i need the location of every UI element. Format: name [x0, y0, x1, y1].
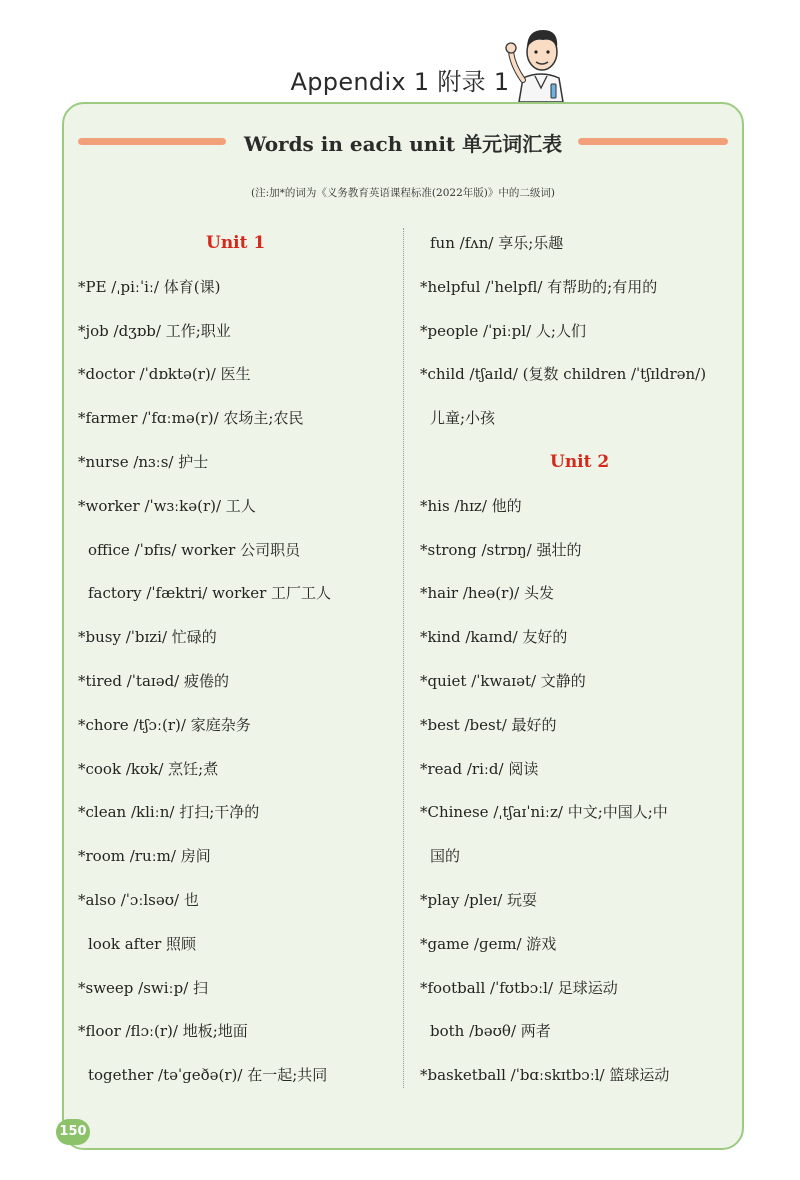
right-column: [420, 222, 740, 1098]
vocabulary-entry: look after 照顾: [88, 934, 197, 953]
footnote-note: (注:加*的词为《义务教育英语课程标准(2022年版)》中的二级词): [251, 187, 555, 199]
vocabulary-entry: *room /ruːm/ 房间: [78, 847, 211, 866]
vocabulary-entry: *clean /kliːn/ 打扫;干净的: [78, 803, 260, 822]
vocabulary-entry: together /təˈɡeðə(r)/ 在一起;共同: [88, 1066, 328, 1085]
vocabulary-entry: *game /ɡeɪm/ 游戏: [420, 934, 557, 953]
vocabulary-entry: *busy /ˈbɪzi/ 忙碌的: [78, 628, 217, 647]
vocabulary-entry: *football /ˈfʊtbɔːl/ 足球运动: [420, 978, 618, 997]
vocabulary-entry: *child /tʃaɪld/ (复数 children /ˈtʃɪldrən/): [420, 365, 707, 384]
vocabulary-entry: *play /pleɪ/ 玩耍: [420, 890, 538, 909]
vocabulary-entry: *farmer /ˈfɑːmə(r)/ 农场主;农民: [78, 409, 304, 428]
vocabulary-entry: *best /best/ 最好的: [420, 715, 557, 734]
column-divider: [403, 228, 404, 1088]
vocabulary-entry: *people /ˈpiːpl/ 人;人们: [420, 321, 586, 340]
vocabulary-entry: *kind /kaɪnd/ 友好的: [420, 628, 568, 647]
vocabulary-entry: *floor /flɔː(r)/ 地板;地面: [78, 1022, 248, 1041]
section-title: Words in each unit 单元词汇表: [243, 131, 563, 156]
vocabulary-entry: *PE /ˌpiːˈiː/ 体育(课): [78, 277, 221, 296]
vocabulary-entry: *Chinese /ˌtʃaɪˈniːz/ 中文;中国人;中: [420, 803, 668, 822]
vocabulary-entry: *tired /ˈtaɪəd/ 疲倦的: [78, 671, 229, 690]
vocabulary-entry: *worker /ˈwɜːkə(r)/ 工人: [78, 496, 256, 515]
vocabulary-entry: *nurse /nɜːs/ 护士: [78, 452, 209, 471]
vocabulary-entry: *quiet /ˈkwaɪət/ 文静的: [420, 671, 586, 690]
vocabulary-entry: *cook /kʊk/ 烹饪;煮: [78, 759, 219, 778]
vocabulary-entry: *doctor /ˈdɒktə(r)/ 医生: [78, 365, 251, 384]
vocabulary-entry: *his /hɪz/ 他的: [420, 496, 522, 515]
teacher-mascot-icon: [505, 18, 577, 102]
vocabulary-entry: 国的: [430, 847, 461, 866]
vocabulary-entry: factory /ˈfæktri/ worker 工厂工人: [88, 584, 332, 603]
vocabulary-entry: *sweep /swiːp/ 扫: [78, 978, 209, 997]
unit-heading: Unit 1: [206, 233, 266, 253]
decorative-bar-right: [578, 138, 728, 145]
unit-heading: Unit 2: [550, 451, 610, 472]
vocabulary-entry: fun /fʌn/ 享乐;乐趣: [430, 234, 564, 252]
decorative-bar-left: [78, 138, 226, 145]
vocabulary-entry: *helpful /ˈhelpfl/ 有帮助的;有用的: [420, 277, 658, 296]
vocabulary-entry: *hair /heə(r)/ 头发: [420, 584, 555, 603]
appendix-title: Appendix 1 附录 1: [290, 68, 510, 96]
left-column: [78, 222, 398, 1098]
section-header: [78, 124, 728, 160]
vocabulary-entry: 儿童;小孩: [430, 409, 496, 428]
vocabulary-entry: *also /ˈɔːlsəʊ/ 也: [78, 890, 199, 909]
page-number-badge: 150: [56, 1119, 90, 1145]
vocabulary-entry: *job /dʒɒb/ 工作;职业: [78, 321, 231, 340]
vocabulary-entry: office /ˈɒfɪs/ worker 公司职员: [88, 540, 301, 559]
vocabulary-entry: both /bəʊθ/ 两者: [430, 1022, 551, 1041]
vocabulary-entry: *basketball /ˈbɑːskɪtbɔːl/ 篮球运动: [420, 1066, 670, 1085]
vocabulary-entry: *strong /strɒŋ/ 强壮的: [420, 540, 582, 559]
vocabulary-entry: *chore /tʃɔː(r)/ 家庭杂务: [78, 715, 251, 734]
vocabulary-entry: *read /riːd/ 阅读: [420, 759, 539, 778]
